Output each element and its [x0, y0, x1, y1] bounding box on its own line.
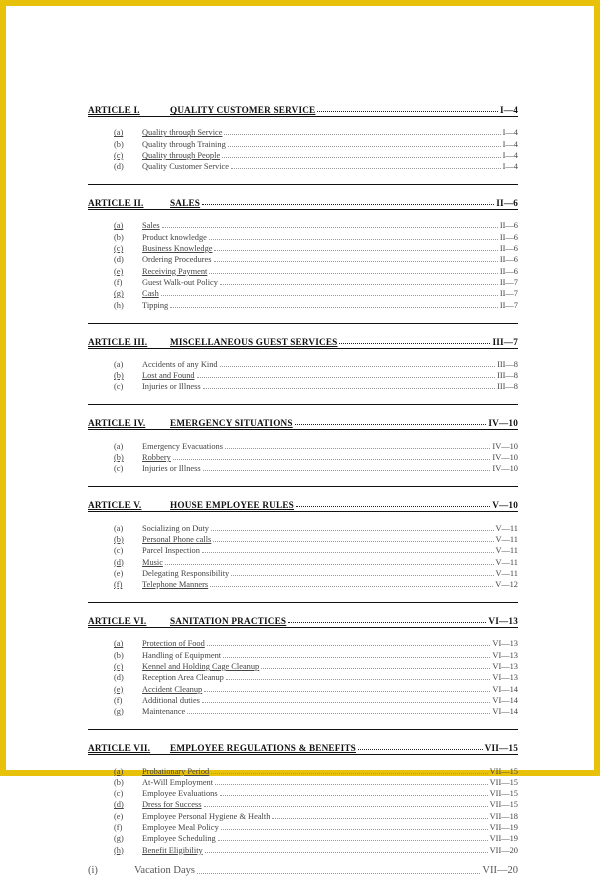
item-page: V—11: [495, 568, 518, 578]
dot-leader: [203, 469, 491, 471]
toc-item[interactable]: [88, 230, 518, 241]
item-label: Quality through Training: [142, 139, 226, 149]
item-page: IV—10: [492, 453, 518, 463]
article-title: EMPLOYEE REGULATIONS & BENEFITS: [170, 743, 356, 754]
rule-line: [88, 209, 518, 210]
article-heading[interactable]: [88, 333, 518, 347]
dot-leader: [204, 690, 490, 692]
item-label: Guest Walk-out Policy: [142, 277, 218, 287]
item-page: VII—18: [489, 811, 518, 821]
item-letter: (a): [114, 639, 124, 649]
article-page: IV—10: [488, 418, 518, 429]
article-list: [88, 101, 518, 862]
item-letter: (b): [114, 650, 124, 660]
item-letter: (e): [114, 811, 124, 821]
dot-leader: [187, 712, 490, 714]
rule-line: [88, 348, 518, 349]
article-number: ARTICLE III.: [88, 336, 148, 347]
item-letter: (a): [114, 523, 124, 533]
item-page: VII—20: [489, 845, 518, 855]
dot-leader: [203, 387, 495, 389]
rule-line: [88, 184, 518, 185]
toc-item[interactable]: [88, 787, 518, 798]
article-heading[interactable]: [88, 612, 518, 626]
article-heading[interactable]: [88, 739, 518, 753]
item-page: VII—19: [489, 822, 518, 832]
item-page: VI—14: [492, 684, 518, 694]
dot-leader: [211, 772, 487, 774]
rule-line: [88, 116, 518, 117]
dot-leader: [210, 585, 493, 587]
item-page: VI—13: [492, 662, 518, 672]
item-page: III—8: [497, 371, 518, 381]
toc-item[interactable]: [88, 149, 518, 160]
item-letter: (f): [114, 695, 123, 705]
dot-leader: [317, 110, 498, 112]
article-page: III—7: [492, 336, 518, 347]
item-letter: (h): [114, 845, 124, 855]
item-label: Probationary Period: [142, 766, 210, 776]
table-of-contents: [88, 101, 518, 876]
item-page: VII—20: [482, 864, 518, 876]
item-label: Cash: [142, 289, 159, 299]
dot-leader: [209, 238, 498, 240]
item-letter: (c): [114, 464, 124, 474]
item-label: Maintenance: [142, 707, 186, 717]
item-page: V—11: [495, 557, 518, 567]
toc-item[interactable]: [88, 648, 518, 659]
dot-leader: [231, 574, 493, 576]
dot-leader: [295, 423, 487, 425]
dot-leader: [214, 260, 498, 262]
dot-leader: [165, 563, 494, 565]
dot-leader: [261, 667, 490, 669]
toc-item[interactable]: [88, 567, 518, 578]
toc-item[interactable]: [88, 578, 518, 589]
item-label: Emergency Evacuations: [142, 441, 224, 451]
toc-item[interactable]: [88, 264, 518, 275]
item-page: VII—15: [489, 789, 518, 799]
toc-item[interactable]: [88, 276, 518, 287]
toc-item[interactable]: [88, 832, 518, 843]
item-label: Telephone Manners: [142, 580, 209, 590]
item-letter: (b): [114, 534, 124, 544]
item-page: II—7: [499, 289, 518, 299]
article-number: ARTICLE V.: [88, 500, 142, 511]
article-title: HOUSE EMPLOYEE RULES: [170, 500, 294, 511]
dot-leader: [224, 133, 500, 135]
spacer: [88, 716, 518, 723]
dot-leader: [226, 678, 491, 680]
toc-item[interactable]: [88, 358, 518, 369]
toc-item[interactable]: [88, 253, 518, 264]
item-label: Lost and Found: [142, 371, 195, 381]
rule-line: [88, 754, 518, 755]
toc-item[interactable]: [88, 637, 518, 648]
item-label: Socializing on Duty: [142, 523, 209, 533]
item-label: Employee Meal Policy: [142, 822, 219, 832]
article-number: ARTICLE IV.: [88, 418, 146, 429]
toc-item[interactable]: [88, 219, 518, 230]
item-page: V—11: [495, 546, 518, 556]
dot-leader: [202, 701, 490, 703]
item-page: IV—10: [492, 464, 518, 474]
dot-leader: [231, 167, 501, 169]
item-label: Robbery: [142, 453, 171, 463]
item-letter: (e): [114, 684, 124, 694]
item-label: Delegating Responsibility: [142, 568, 230, 578]
rule-line: [88, 404, 518, 405]
toc-item[interactable]: [88, 160, 518, 171]
dot-leader: [170, 306, 498, 308]
dot-leader: [228, 145, 501, 147]
item-page: I—4: [502, 162, 518, 172]
item-label: Tipping: [142, 300, 169, 310]
spacer: [88, 310, 518, 317]
item-page: V—11: [495, 523, 518, 533]
item-label: Accident Cleanup: [142, 684, 203, 694]
item-label: Parcel Inspection: [142, 546, 200, 556]
item-page: VI—14: [492, 707, 518, 717]
item-label: Accidents of any Kind: [142, 359, 218, 369]
toc-item[interactable]: [88, 521, 518, 532]
article-number: ARTICLE VI.: [88, 616, 147, 627]
toc-item[interactable]: [88, 682, 518, 693]
article-title: SALES: [170, 198, 201, 209]
spacer: [88, 589, 518, 596]
dot-leader: [222, 156, 500, 158]
item-letter: (b): [114, 139, 124, 149]
item-letter: (c): [114, 150, 124, 160]
item-letter: (h): [114, 300, 124, 310]
item-page: II—6: [499, 255, 518, 265]
item-letter: (a): [114, 766, 124, 776]
article-title: MISCELLANEOUS GUEST SERVICES: [170, 336, 338, 347]
article-heading[interactable]: [88, 496, 518, 510]
item-letter: (f): [114, 580, 123, 590]
item-page: II—6: [499, 266, 518, 276]
article-heading[interactable]: [88, 101, 518, 115]
item-letter: (c): [114, 546, 124, 556]
item-label: Personal Phone calls: [142, 534, 212, 544]
dot-leader: [214, 249, 497, 251]
item-label: Employee Personal Hygiene & Health: [142, 811, 271, 821]
toc-item[interactable]: [88, 764, 518, 775]
item-page: VII—15: [489, 777, 518, 787]
toc-item[interactable]: [88, 798, 518, 809]
article-page: VII—15: [484, 743, 518, 754]
rule-line: [88, 511, 518, 512]
item-page: IV—10: [492, 441, 518, 451]
dot-leader: [296, 505, 490, 507]
article-page: I—4: [500, 105, 518, 115]
article-page: VI—13: [488, 616, 518, 627]
spacer: [88, 855, 518, 862]
toc-item[interactable]: [88, 451, 518, 462]
item-label: Kennel and Holding Cage Cleanup: [142, 662, 260, 672]
item-letter: (c): [114, 244, 124, 254]
item-letter: (e): [114, 266, 124, 276]
toc-item-vacation-days[interactable]: [88, 862, 518, 876]
dot-leader: [202, 203, 494, 205]
item-label: Quality Customer Service: [142, 162, 229, 172]
item-label: Handling of Equipment: [142, 650, 222, 660]
item-label: Dress for Success: [142, 800, 202, 810]
toc-item[interactable]: [88, 462, 518, 473]
item-letter: (g): [114, 834, 124, 844]
dot-leader: [220, 365, 495, 367]
item-page: VI—13: [492, 673, 518, 683]
rule-line: [88, 486, 518, 487]
dot-leader: [197, 872, 480, 874]
toc-item[interactable]: [88, 660, 518, 671]
item-label: Quality through Service: [142, 128, 223, 138]
item-label: Sales: [142, 221, 160, 231]
item-page: II—7: [499, 300, 518, 310]
item-label: Receiving Payment: [142, 266, 208, 276]
toc-item[interactable]: [88, 705, 518, 716]
toc-item[interactable]: [88, 137, 518, 148]
item-letter: (f): [114, 822, 123, 832]
dot-leader: [220, 794, 488, 796]
article-number: ARTICLE I.: [88, 105, 140, 115]
toc-item[interactable]: [88, 694, 518, 705]
dot-leader: [221, 828, 488, 830]
item-page: II—6: [499, 232, 518, 242]
dot-leader: [204, 805, 488, 807]
toc-item[interactable]: [88, 126, 518, 137]
article-title: QUALITY CUSTOMER SERVICE: [170, 105, 316, 115]
item-letter: (g): [114, 289, 124, 299]
item-page: VII—15: [489, 800, 518, 810]
document-page: [6, 6, 594, 876]
dot-leader: [209, 272, 498, 274]
dot-leader: [162, 226, 498, 228]
dot-leader: [223, 656, 490, 658]
dot-leader: [197, 376, 495, 378]
item-page: VI—14: [492, 695, 518, 705]
item-page: VII—15: [489, 766, 518, 776]
item-label: Music: [142, 557, 163, 567]
toc-item[interactable]: [88, 776, 518, 787]
item-letter: (c): [114, 789, 124, 799]
toc-item[interactable]: [88, 298, 518, 309]
item-label: Quality through People: [142, 150, 221, 160]
item-letter: (d): [114, 557, 124, 567]
item-letter: (a): [114, 128, 124, 138]
item-page: II—6: [499, 244, 518, 254]
item-page: I—4: [502, 150, 518, 160]
item-page: II—6: [499, 221, 518, 231]
rule-line: [88, 729, 518, 730]
article-page: V—10: [492, 500, 518, 511]
toc-item[interactable]: [88, 533, 518, 544]
item-letter: (c): [114, 662, 124, 672]
item-page: V—12: [495, 580, 518, 590]
item-letter: (a): [114, 359, 124, 369]
item-label: Ordering Procedures: [142, 255, 212, 265]
toc-item[interactable]: [88, 843, 518, 854]
item-letter: (f): [114, 277, 123, 287]
toc-item[interactable]: [88, 242, 518, 253]
rule-line: [88, 429, 518, 430]
dot-leader: [205, 851, 488, 853]
dot-leader: [225, 447, 490, 449]
rule-line: [88, 323, 518, 324]
item-letter: (a): [114, 441, 124, 451]
rule-line: [88, 627, 518, 628]
toc-item[interactable]: [88, 287, 518, 298]
item-page: VII—19: [489, 834, 518, 844]
article-title: EMERGENCY SITUATIONS: [170, 418, 293, 429]
spacer: [88, 473, 518, 480]
item-label: Business Knowledge: [142, 244, 213, 254]
toc-item[interactable]: [88, 821, 518, 832]
dot-leader: [218, 839, 488, 841]
item-page: I—4: [502, 128, 518, 138]
item-label: Injuries or Illness: [142, 382, 201, 392]
dot-leader: [213, 540, 493, 542]
item-letter: (b): [114, 777, 124, 787]
item-label: Injuries or Illness: [142, 464, 201, 474]
dot-leader: [207, 644, 491, 646]
item-label: Benefit Eligibility: [142, 845, 203, 855]
article-number: ARTICLE II.: [88, 198, 144, 209]
dot-leader: [211, 529, 494, 531]
toc-item[interactable]: [88, 544, 518, 555]
item-letter: (a): [114, 221, 124, 231]
item-letter: (d): [114, 255, 124, 265]
article-heading[interactable]: [88, 414, 518, 428]
dot-leader: [288, 621, 486, 623]
item-page: VI—13: [492, 639, 518, 649]
dot-leader: [339, 342, 490, 344]
item-letter: (i): [88, 864, 98, 876]
toc-item[interactable]: [88, 369, 518, 380]
item-letter: (d): [114, 800, 124, 810]
article-number: ARTICLE VII.: [88, 743, 151, 754]
item-page: V—11: [495, 534, 518, 544]
item-label: At-Will Employment: [142, 777, 214, 787]
item-letter: (b): [114, 453, 124, 463]
item-label: Employee Evaluations: [142, 789, 218, 799]
item-label: Additional duties: [142, 695, 200, 705]
item-label: Reception Area Cleanup: [142, 673, 224, 683]
item-label: Protection of Food: [142, 639, 205, 649]
item-page: VI—13: [492, 650, 518, 660]
dot-leader: [220, 283, 498, 285]
rule-line: [88, 602, 518, 603]
article-page: II—6: [496, 198, 518, 209]
toc-item[interactable]: [88, 439, 518, 450]
item-letter: (c): [114, 382, 124, 392]
item-page: III—8: [497, 382, 518, 392]
item-page: II—7: [499, 277, 518, 287]
toc-item[interactable]: [88, 671, 518, 682]
item-letter: (b): [114, 371, 124, 381]
dot-leader: [202, 551, 494, 553]
dot-leader: [173, 458, 491, 460]
item-letter: (b): [114, 232, 124, 242]
article-title: SANITATION PRACTICES: [170, 616, 287, 627]
article-heading[interactable]: [88, 194, 518, 208]
dot-leader: [358, 748, 483, 750]
toc-item[interactable]: [88, 555, 518, 566]
toc-item[interactable]: [88, 380, 518, 391]
item-label: Product knowledge: [142, 232, 207, 242]
item-page: III—8: [497, 359, 518, 369]
spacer: [88, 391, 518, 398]
toc-item[interactable]: [88, 809, 518, 820]
item-letter: (e): [114, 568, 124, 578]
item-letter: (d): [114, 673, 124, 683]
item-letter: (g): [114, 707, 124, 717]
dot-leader: [161, 294, 498, 296]
item-label: Employee Scheduling: [142, 834, 216, 844]
item-label: Vacation Days: [134, 864, 195, 876]
item-page: I—4: [502, 139, 518, 149]
dot-leader: [215, 783, 488, 785]
spacer: [88, 171, 518, 178]
dot-leader: [272, 817, 487, 819]
item-letter: (d): [114, 162, 124, 172]
